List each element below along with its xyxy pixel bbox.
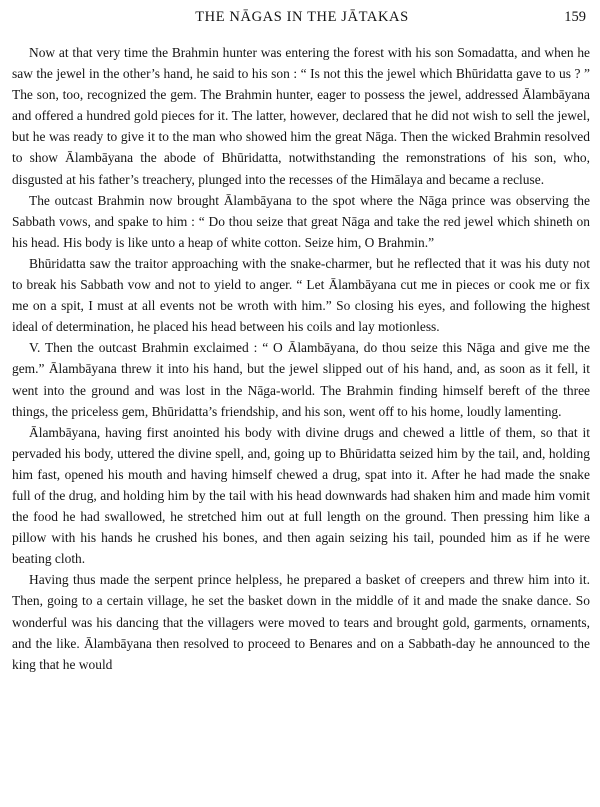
paragraph: The outcast Brahmin now brought Ālambāyana to the spot where the Nāga prince was observing the Sabbath vows, and spake to him : “ Do thou seize that great Nāga and take the red jewel which shineth on his head. His body is like unto a heap of white cotton. Seize him, O Brahmin.” xyxy=(12,192,590,250)
running-head: THE NĀGAS IN THE JĀTAKAS xyxy=(195,9,409,25)
paragraph: V. Then the outcast Brahmin exclaimed : “ O Ālambāyana, do thou seize this Nāga and give me the gem.” Ālambāyana threw it into his hand, but the jewel slipped out of his hand, and, as soon as it fell, it went into the ground and was lost in the Nāga-world. The Brahmin finding himself bereft of the three things, the priceless gem, Bhūridatta’s friendship, and his son, went off to his home, loudly lamenting. xyxy=(12,340,590,419)
paragraph: Bhūridatta saw the traitor approaching with the snake-charmer, but he reflected that it was his duty not to break his Sabbath vow and not to yield to anger. “ Let Ālambāyana cut me in pieces or cook me or fix me on a spit, I must at all events not be wroth with him.” So closing his eyes, and following the highest ideal of determination, he placed his head between his coils and lay motionless. xyxy=(12,255,590,335)
paragraph: Ālambāyana, having first anointed his body with divine drugs and chewed a little of them, so that it pervaded his body, uttered the divine spell, and, going up to Bhūridatta seized him by the tail, and, holding him fast, opened his mouth and having himself chewed a drug, spat into it. After he had made the snake full of the drug, and holding him by the tail with his head downwards had shaken him and made him vomit the food he had swallowed, he stretched him out at full length on the ground. Then pressing him like a pillow with his hands he crushed his bones, and then again seizing his tail, pounded him as if he were beating cloth. xyxy=(12,424,590,567)
page-number: 159 xyxy=(564,9,586,25)
paragraph: Now at that very time the Brahmin hunter was entering the forest with his son Somadatta, and when he saw the jewel in the other’s hand, he said to his son : “ Is not this the jewel which Bhūridatta gave to us ? ” The son, too, recognized the gem. The Brahmin hunter, eager to possess the jewel, addressed Ālambāyana and offered a hundred gold pieces for it. The latter, however, declared that he did not wish to sell the jewel, but he was ready to give it to the man who showed him the great Nāga. Then the wicked Brahmin resolved to show Ālambāyana the abode of Bhūridatta, notwithstanding the remonstrations of his son, who, disgusted at his father’s treachery, plunged into the recesses of the Himālaya and became a recluse. xyxy=(12,45,590,187)
paragraph: Having thus made the serpent prince helpless, he prepared a basket of creepers and threw him into it. Then, going to a certain village, he set the basket down in the middle of it and made the snake dance. So wonderful was his dancing that the villagers were moved to tears and brought gold, garments, ornaments, and the like. Ālambāyana then resolved to proceed to Benares and on a Sabbath-day he announced to the king that he would xyxy=(12,572,590,672)
body-text xyxy=(12,42,590,675)
page-header xyxy=(18,9,586,31)
